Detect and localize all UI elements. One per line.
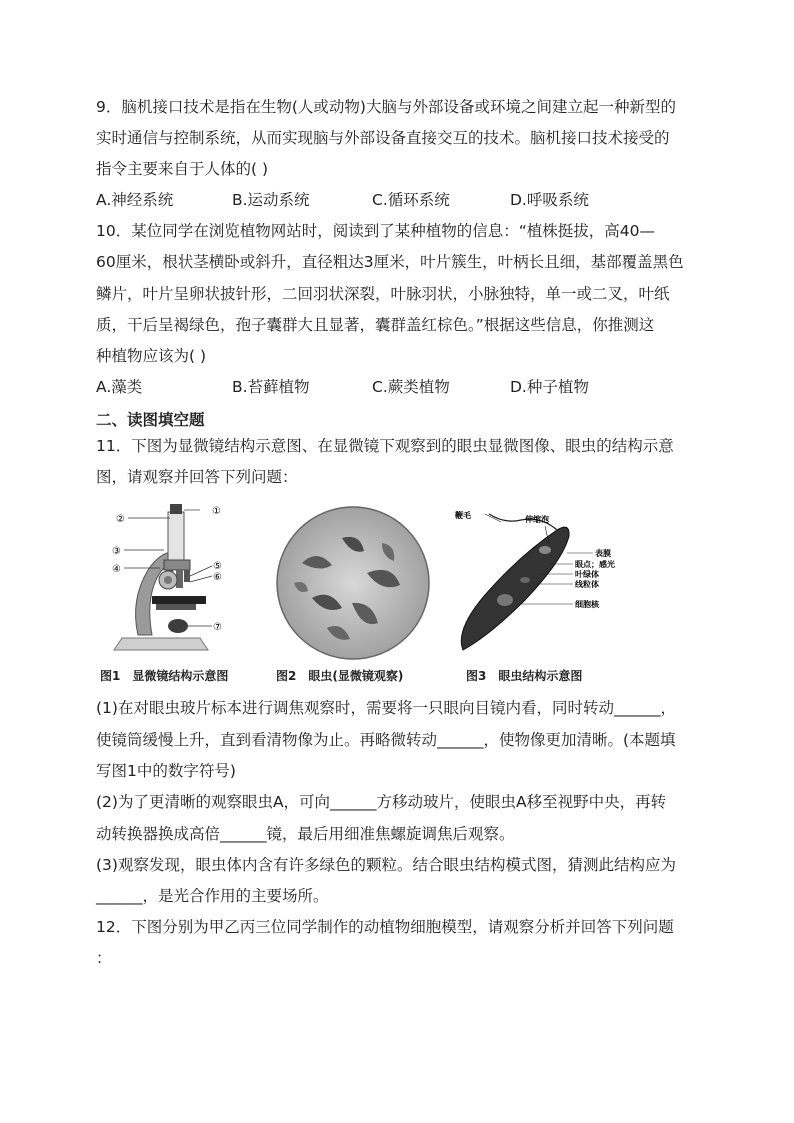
microscope-figure bbox=[100, 500, 240, 655]
microscope-label-4: ④ bbox=[112, 564, 121, 575]
q9-option-a: A.神经系统 bbox=[96, 191, 174, 209]
q10-option-a: A.藻类 bbox=[96, 378, 143, 396]
microscope-label-5: ⑤ bbox=[213, 561, 222, 572]
q12-line-2: ： bbox=[96, 949, 112, 967]
euglena-structure-figure bbox=[445, 500, 625, 660]
q9-line-3: 指令主要来自于人体的( ) bbox=[96, 160, 269, 178]
fig3-caption: 图3 眼虫结构示意图 bbox=[466, 669, 583, 683]
q11-line-1: 11．下图为显微镜结构示意图、在显微镜下观察到的眼虫显微图像、眼虫的结构示意 bbox=[96, 437, 674, 455]
q11-sub-line-3: 写图1中的数字符号) bbox=[96, 762, 236, 780]
q10-line-1: 10．某位同学在浏览植物网站时，阅读到了某种植物的信息：“植株挺拔，高40— bbox=[96, 222, 655, 240]
microscope-label-3: ③ bbox=[112, 546, 121, 557]
microscope-label-2: ② bbox=[116, 514, 125, 525]
q10-line-2: 60厘米，根状茎横卧或斜升，直径粗达3厘米，叶片簇生，叶柄长且细，基部覆盖黑色 bbox=[96, 253, 684, 271]
q11-sub-line-1: (1)在对眼虫玻片标本进行调焦观察时，需要将一只眼向目镜内看，同时转动______， bbox=[96, 699, 676, 717]
fig2-caption: 图2 眼虫(显微镜观察) bbox=[276, 669, 404, 683]
q10-option-c: C.蕨类植物 bbox=[372, 378, 450, 396]
q9-option-d: D.呼吸系统 bbox=[510, 191, 589, 209]
euglena-label-eyespot: 眼点；感光 bbox=[575, 560, 615, 569]
microscope-label-1: ① bbox=[212, 506, 221, 517]
euglena-label-chloroplast: 叶绿体 bbox=[575, 570, 599, 579]
q10-line-5: 种植物应该为( ) bbox=[96, 347, 207, 365]
q9-line-1: 9．脑机接口技术是指在生物(人或动物)大脑与外部设备或环境之间建立起一种新型的 bbox=[96, 98, 676, 116]
q9-option-c: C.循环系统 bbox=[372, 191, 450, 209]
q11-sub-line-4: (2)为了更清晰的观察眼虫A，可向______方移动玻片，使眼虫A移至视野中央，再转 bbox=[96, 793, 667, 811]
euglena-label-mitochondria: 线粒体 bbox=[575, 580, 599, 589]
q10-line-3: 鳞片，叶片呈卵状披针形，二回羽状深裂，叶脉羽状，小脉独特，单一或二叉，叶纸 bbox=[96, 285, 670, 303]
q10-option-d: D.种子植物 bbox=[510, 378, 589, 396]
fig1-caption: 图1 显微镜结构示意图 bbox=[100, 669, 229, 683]
euglena-label-vacuole: 伸缩泡 bbox=[525, 515, 549, 524]
q9-line-2: 实时通信与控制系统，从而实现脑与外部设备直接交互的技术。脑机接口技术接受的 bbox=[96, 129, 670, 147]
q11-sub-line-7: ______，是光合作用的主要场所。 bbox=[96, 887, 329, 905]
q11-line-2: 图，请观察并回答下列问题： bbox=[96, 468, 298, 486]
euglena-micrograph bbox=[272, 503, 434, 663]
euglena-label-flagellum: 鞭毛 bbox=[455, 511, 471, 520]
section-title: 二、读图填空题 bbox=[96, 411, 205, 429]
q12-line-1: 12．下图分别为甲乙丙三位同学制作的动植物细胞模型，请观察分析并回答下列问题 bbox=[96, 918, 674, 936]
q10-line-4: 质，干后呈褐绿色，孢子囊群大且显著，囊群盖红棕色。”根据这些信息，你推测这 bbox=[96, 316, 655, 334]
q11-sub-line-5: 动转换器换成高倍______镜，最后用细准焦螺旋调焦后观察。 bbox=[96, 825, 515, 843]
q11-sub-line-6: (3)观察发现，眼虫体内含有许多绿色的颗粒。结合眼虫结构模式图，猜测此结构应为 bbox=[96, 856, 676, 874]
euglena-label-pellicle: 表膜 bbox=[595, 549, 611, 558]
euglena-label-nucleus: 细胞核 bbox=[575, 600, 599, 609]
q11-sub-line-2: 使镜筒缓慢上升，直到看清物像为止。再略微转动______，使物像更加清晰。(本题填 bbox=[96, 731, 676, 749]
microscope-label-6: ⑥ bbox=[213, 572, 222, 583]
q10-option-b: B.苔藓植物 bbox=[232, 378, 310, 396]
q9-option-b: B.运动系统 bbox=[232, 191, 310, 209]
microscope-label-7: ⑦ bbox=[213, 622, 222, 633]
